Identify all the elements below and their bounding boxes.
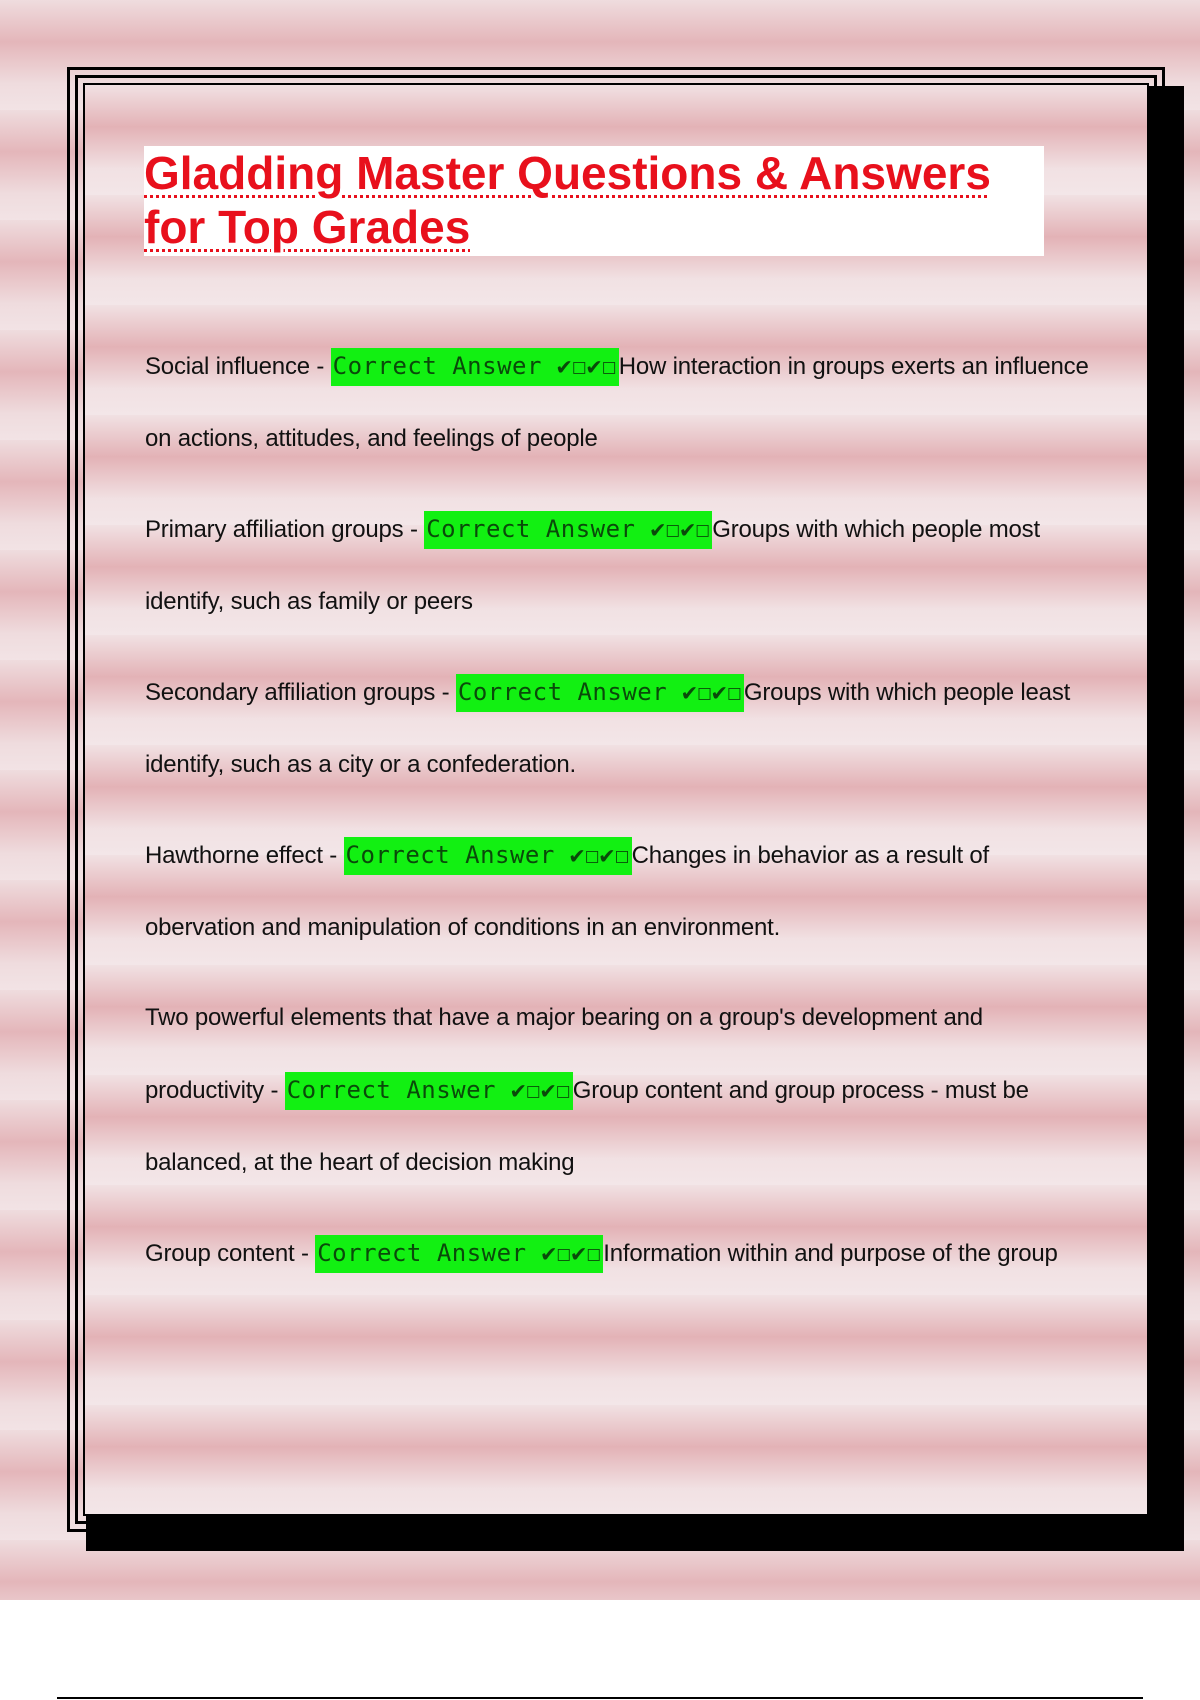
qa-term: Hawthorne effect -	[145, 842, 344, 869]
correct-answer-badge: Correct Answer ✔☐✔☐	[424, 511, 712, 549]
correct-answer-badge: Correct Answer ✔☐✔☐	[456, 674, 744, 712]
qa-term: Group content -	[145, 1240, 316, 1267]
qa-term: Social influence -	[145, 353, 331, 380]
qa-item	[145, 656, 1095, 801]
document-title: Gladding Master Questions & Answers for Top Grades	[144, 147, 991, 253]
qa-answer: How interaction in groups exerts an influence on actions, attitudes, and feelings of people	[145, 353, 1089, 452]
qa-answer: Information within and purpose of the group	[603, 1240, 1058, 1267]
qa-item	[145, 1217, 1095, 1290]
footer-rule	[57, 1697, 1143, 1699]
correct-answer-badge: Correct Answer ✔☐✔☐	[344, 837, 632, 875]
qa-item	[145, 493, 1095, 638]
qa-answer: Group content and group process - must be balanced, at the heart of decision making	[145, 1077, 1029, 1176]
qa-item	[145, 819, 1095, 964]
qa-answer: Groups with which people least identify, such as a city or a confederation.	[145, 679, 1071, 778]
correct-answer-badge: Correct Answer ✔☐✔☐	[315, 1235, 603, 1273]
qa-item	[145, 982, 1095, 1199]
qa-term: Secondary affiliation groups -	[145, 679, 456, 706]
correct-answer-badge: Correct Answer ✔☐✔☐	[331, 348, 619, 386]
title-box	[144, 146, 1044, 256]
correct-answer-badge: Correct Answer ✔☐✔☐	[285, 1072, 573, 1110]
qa-list	[145, 330, 1095, 1308]
qa-answer: Groups with which people most identify, such as family or peers	[145, 516, 1040, 615]
qa-item	[145, 330, 1095, 475]
qa-term: Primary affiliation groups -	[145, 516, 425, 543]
qa-term: Two powerful elements that have a major bearing on a group's development and productivity -	[145, 1004, 983, 1104]
qa-answer: Changes in behavior as a result of obervation and manipulation of conditions in an environment.	[145, 842, 989, 941]
